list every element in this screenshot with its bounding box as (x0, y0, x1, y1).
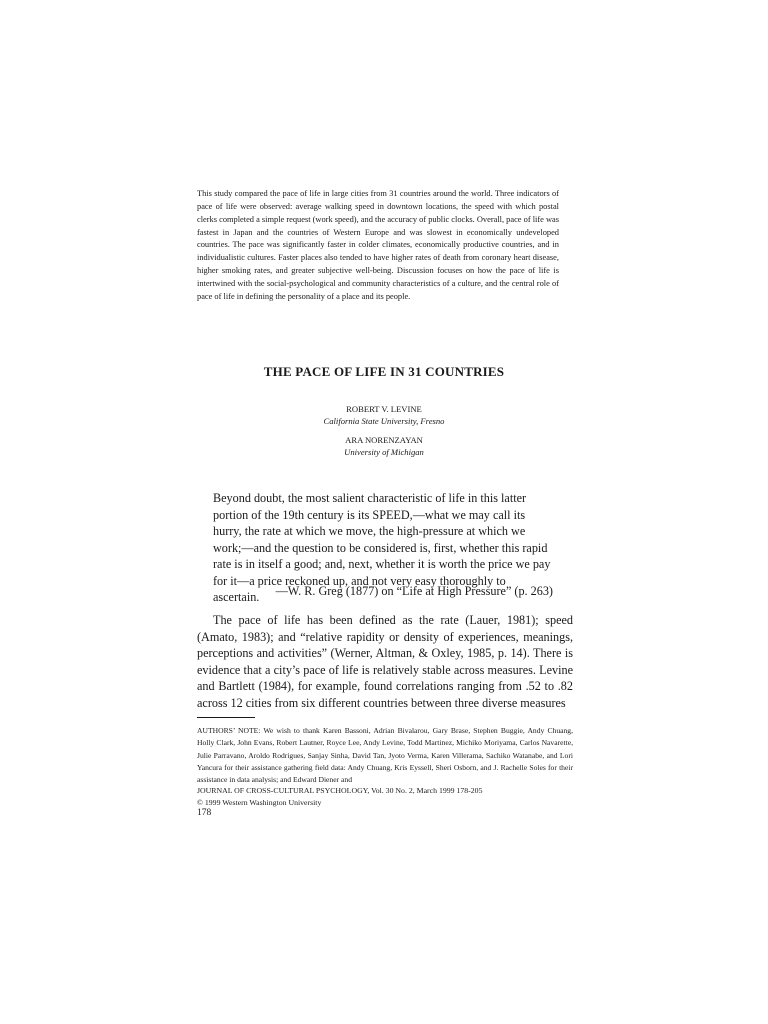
author-name-1: ROBERT V. LEVINE (346, 404, 422, 414)
epigraph-citation: —W. R. Greg (1877) on “Life at High Pressure” (p. 263) (275, 584, 553, 598)
paper-title: THE PACE OF LIFE IN 31 COUNTRIES (263, 364, 505, 379)
page-number: 178 (197, 808, 212, 818)
body-paragraph: The pace of life has been defined as the rate (Lauer, 1981); speed (Amato, 1983); and “relative rapidity or density of experiences, meanings, perceptions and activities” (Werner, Altman, & Oxley, 1985, p. 14). There is evidence that a city’s pace of life is relatively stable across measures. Levine and Bartlett (1984), for example, found correlations ranging from .52 to .82 across 12 cities from six different countries between three diverse measures (197, 613, 573, 710)
epigraph-quote: Beyond doubt, the most salient characteristic of life in this latter portion of the 19th century is its SPEED,—what we may call its hurry, the rate at which we move, the high-pressure at which we work;—and the question to be considered is, first, whether this rapid rate is in itself a good; and, next, whether it is worth the price we pay for it—a price reckoned up, and not very easy thoroughly to ascertain. (213, 491, 551, 604)
abstract: This study compared the pace of life in large cities from 31 countries around the world. Three indicators of pace of life were observed: average walking speed in downtown locations, the speed with which postal clerks completed a simple request (work speed), and the accuracy of public clocks. Overall, pace of life was fastest in Japan and the countries of Western Europe and was slowest in economically undeveloped countries. The pace was significantly faster in colder climates, economically productive countries, and in individualistic cultures. Faster places also tended to have higher rates of death from coronary heart disease, higher smoking rates, and greater subjective well-being. Discussion focuses on how the pace of life is intertwined with the social-psychological and community characteristics of a culture, and the central role of pace of life in defining the personality of a place and its people. (197, 189, 559, 301)
footnote-rule (197, 717, 255, 718)
author-name-2: ARA NORENZAYAN (345, 435, 423, 445)
author-affiliation-1: California State University, Fresno (323, 416, 445, 426)
copyright-line: © 1999 Western Washington University (197, 798, 322, 807)
author-affiliation-2: University of Michigan (344, 447, 424, 457)
authors-note: AUTHORS’ NOTE: We wish to thank Karen Bassoni, Adrian Bivalarou, Gary Brase, Stephen Buggie, Andy Chuang, Holly Clark, John Evans, Robert Lautner, Royce Lee, Andy Levine, Todd Martinez, Michiko Moriyama, Carlos Navarette, Julie Parravano, Aroldo Rodrigues, Sanjay Sinha, David Tan, Jyoto Verma, Karen Villerama, Sachiko Watanabe, and Lori Yancura for their assistance gathering field data: Andy Chuang, Kris Eyssell, Sheri Osborn, and J. Rachelle Soles for their assistance in data analysis; and Edward Diener and (197, 726, 573, 785)
journal-citation: JOURNAL OF CROSS-CULTURAL PSYCHOLOGY, Vol. 30 No. 2, March 1999 178-205 (197, 786, 483, 795)
